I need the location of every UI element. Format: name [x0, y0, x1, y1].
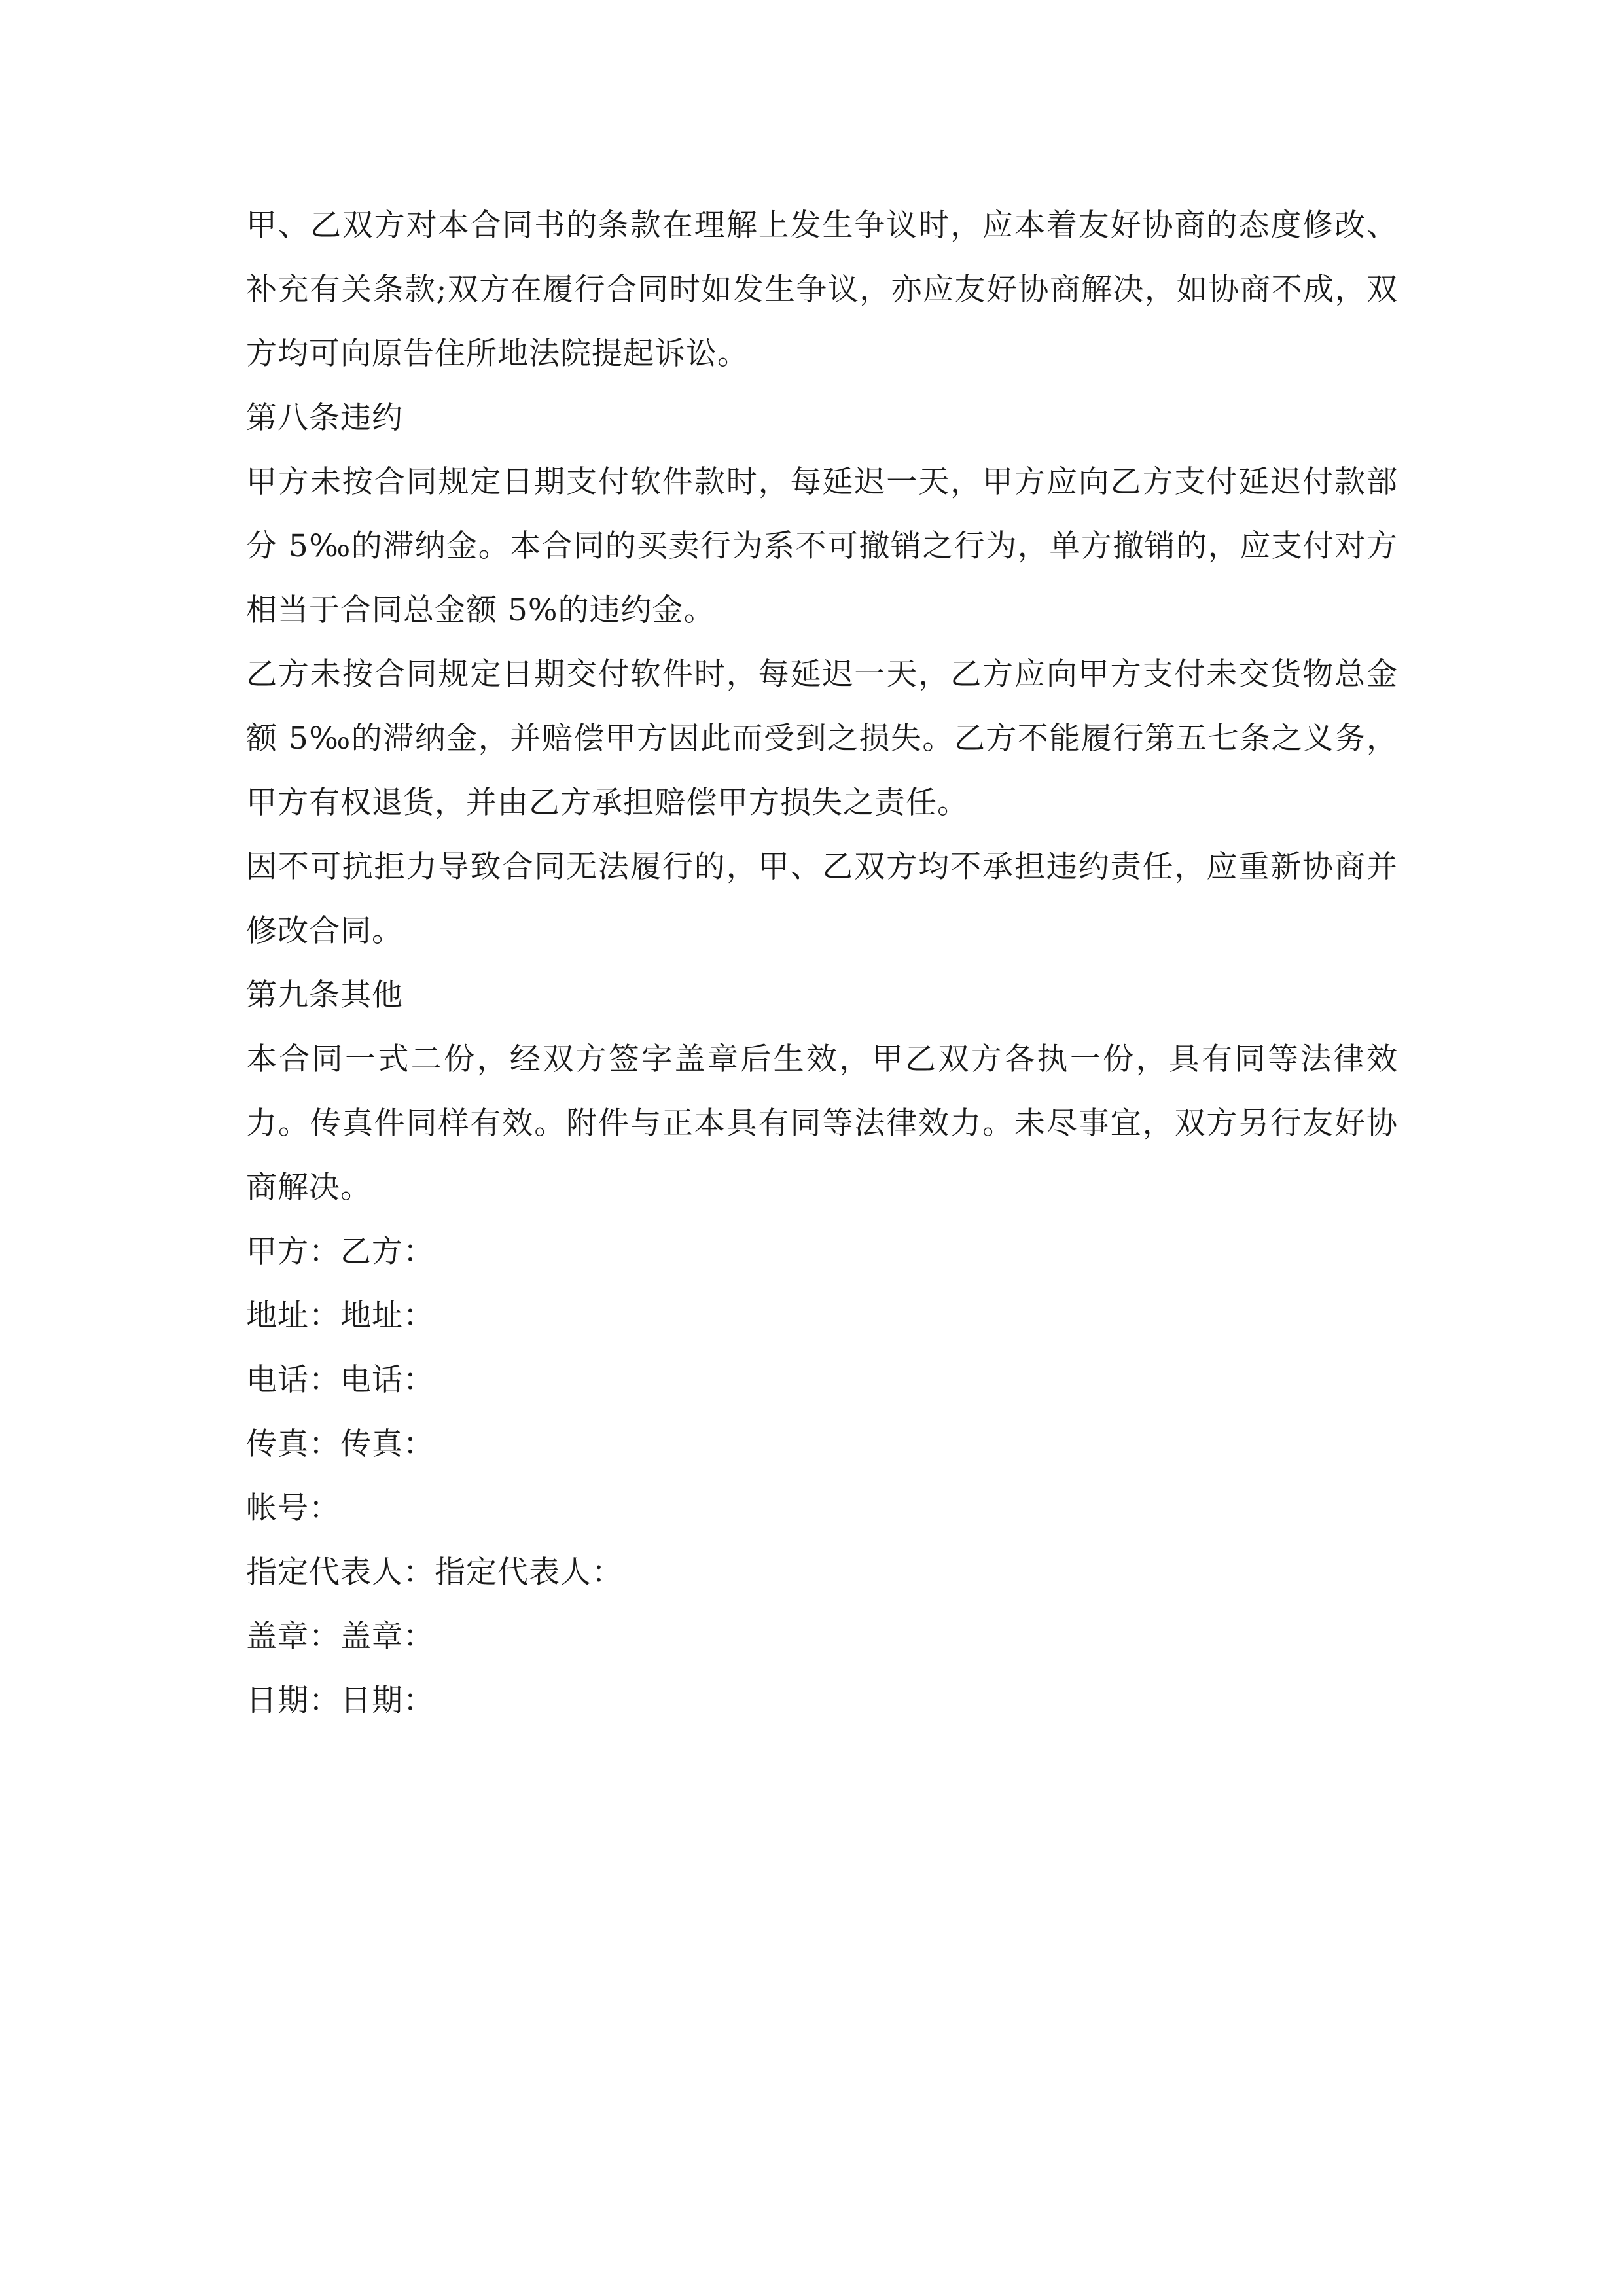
signature-phone: 电话：电话： [246, 1362, 435, 1398]
signature-account: 帐号： [246, 1490, 340, 1526]
article-8-paragraph-1: 甲方未按合同规定日期支付软件款时，每延迟一天，甲方应向乙方支付延迟付款部分 5‰的滞纳金。本合同的买卖行为系不可撤销之行为，单方撤销的，应支付对方相当于合同总金额 5%的违约金。 [246, 464, 1398, 628]
article-8-paragraph-3: 因不可抗拒力导致合同无法履行的，甲、乙双方均不承担违约责任，应重新协商并修改合同。 [246, 849, 1398, 949]
dispute-clause: 甲、乙双方对本合同书的条款在理解上发生争议时，应本着友好协商的态度修改、补充有关条款;双方在履行合同时如发生争议，亦应友好协商解决，如协商不成，双方均可向原告住所地法院提起诉讼。 [246, 207, 1398, 372]
signature-seal: 盖章：盖章： [246, 1619, 435, 1655]
signature-representative: 指定代表人：指定代表人： [246, 1554, 623, 1590]
signature-block [246, 1220, 1398, 1733]
article-9-paragraph-1: 本合同一式二份，经双方签字盖章后生效，甲乙双方各执一份，具有同等法律效力。传真件同样有效。附件与正本具有同等法律效力。未尽事宜，双方另行友好协商解决。 [246, 1041, 1398, 1206]
signature-fax: 传真：传真： [246, 1426, 435, 1462]
contract-body [246, 194, 1398, 1733]
signature-address: 地址：地址： [246, 1298, 435, 1334]
signature-date: 日期：日期： [246, 1683, 435, 1719]
article-8-heading: 第八条违约 [246, 400, 403, 436]
article-8-paragraph-2: 乙方未按合同规定日期交付软件时，每延迟一天，乙方应向甲方支付未交货物总金额 5‰的滞纳金，并赔偿甲方因此而受到之损失。乙方不能履行第五七条之义务，甲方有权退货，并由乙方承担赔偿甲方损失之责任。 [246, 656, 1398, 821]
article-9-heading: 第九条其他 [246, 977, 403, 1013]
signature-party: 甲方：乙方： [246, 1234, 435, 1270]
